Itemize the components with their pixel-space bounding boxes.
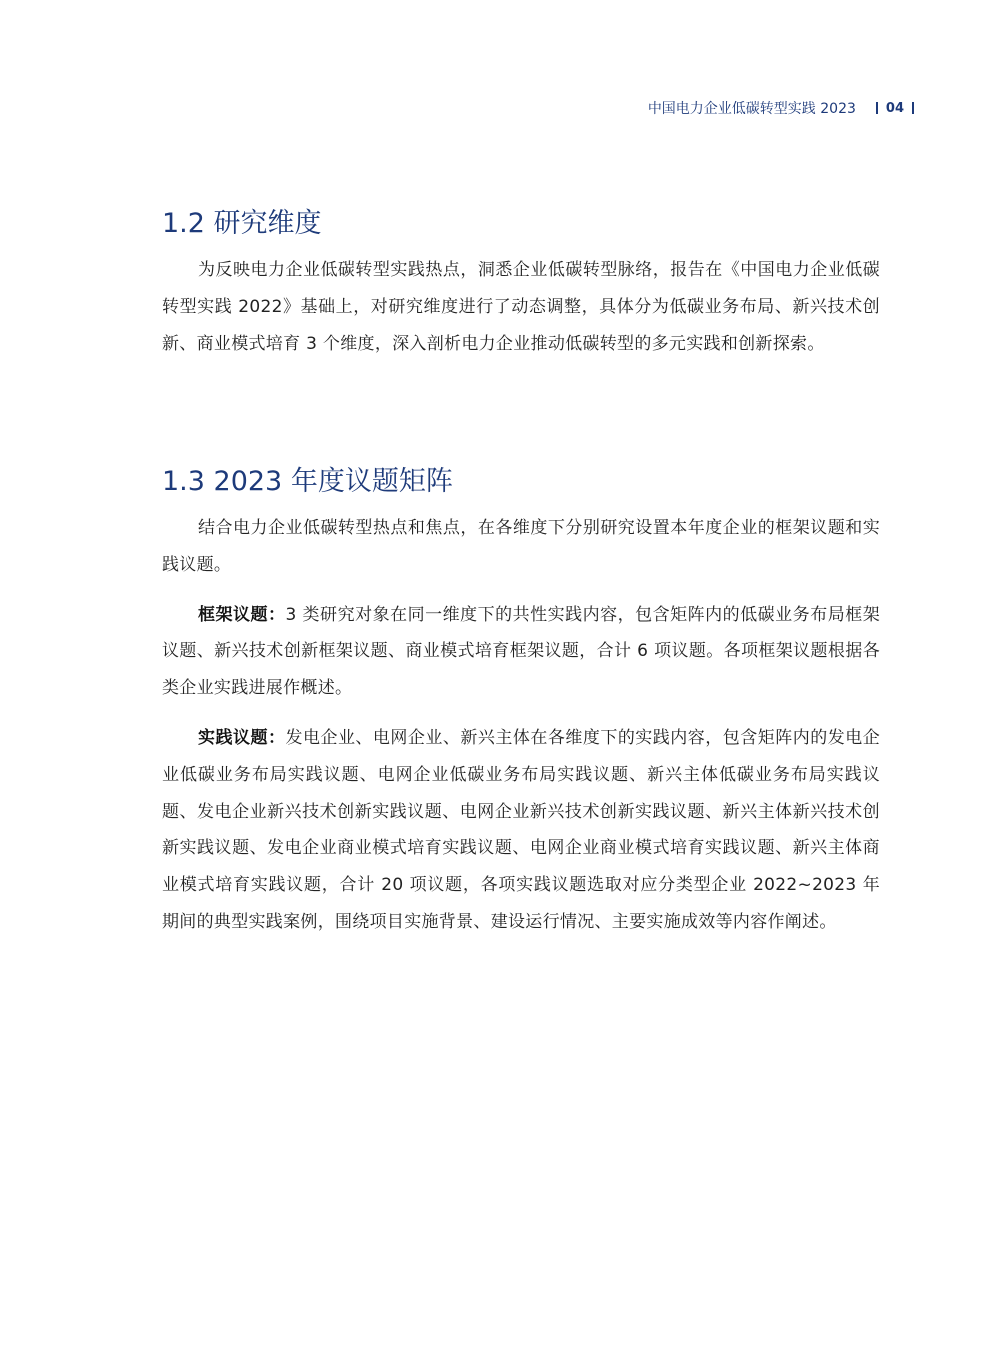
page-number: 04 [885,100,904,116]
intro-paragraph: 结合电力企业低碳转型热点和焦点，在各维度下分别研究设置本年度企业的框架议题和实践议题。 [162,518,880,575]
document-title: 中国电力企业低碳转型实践 2023 [647,101,856,117]
practice-paragraph [162,720,880,941]
framework-label: 框架议题： [198,604,286,625]
paragraph: 为反映电力企业低碳转型实践热点，洞悉企业低碳转型脉络，报告在《中国电力企业低碳转型实践 2022》基础上，对研究维度进行了动态调整，具体分为低碳业务布局、新兴技术创新、商业模式培育 3 个维度，深入剖析电力企业推动低碳转型的多元实践和创新探索。 [162,260,880,354]
section-1-2-body [162,252,880,362]
section-heading-1-2: 1.2 研究维度 [162,208,322,239]
practice-text: 发电企业、电网企业、新兴主体在各维度下的实践内容，包含矩阵内的发电企业低碳业务布局实践议题、电网企业低碳业务布局实践议题、新兴主体低碳业务布局实践议题、发电企业新兴技术创新实践议题、电网企业新兴技术创新实践议题、新兴主体新兴技术创新实践议题、发电企业商业模式培育实践议题、电网企业商业模式培育实践议题、新兴主体商业模式培育实践议题，合计 20 项议题，各项实践议题选取对应分类型企业 2022~2023 年期间的典型实践案例，围绕项目实施背景、建设运行情况、主要实施成效等内容作阐述。 [162,727,881,932]
framework-paragraph [162,597,880,707]
framework-text: 3 类研究对象在同一维度下的共性实践内容，包含矩阵内的低碳业务布局框架议题、新兴技术创新框架议题、商业模式培育框架议题，合计 6 项议题。各项框架议题根据各类企业实践进展作概述。 [162,604,881,699]
divider-bar [876,102,878,114]
running-header [648,98,922,118]
section-1-3-body [162,510,880,941]
divider-bar [912,102,914,114]
practice-label: 实践议题： [198,727,286,748]
section-heading-1-3: 1.3 2023 年度议题矩阵 [162,466,453,497]
